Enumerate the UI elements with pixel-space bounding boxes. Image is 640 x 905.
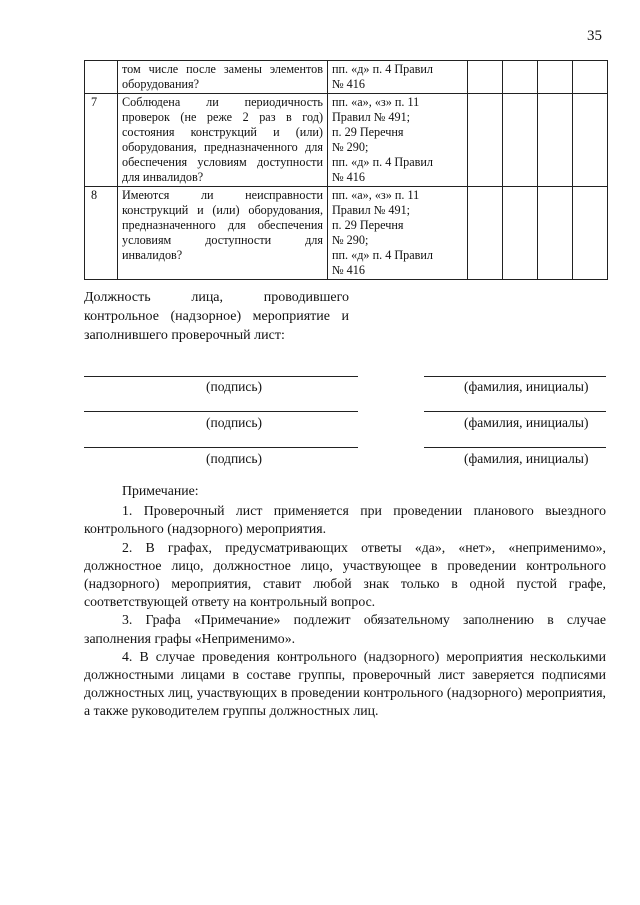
row-question: Соблюдена ли периодичность проверок (не реже 2 раз в год) состояния конструкций и (или) оборудования, предназначенного для обеспечения условиям доступности для инвалидов? [118,94,328,187]
note-item: 3. Графа «Примечание» подлежит обязательному заполнению в случае заполнения графы «Неприменимо». [84,612,606,646]
ref-line: Правил № 491; [332,203,411,217]
notes-section [84,482,606,721]
note-item: 2. В графах, предусматривающих ответы «да», «нет», «неприменимо», должностное лицо, должностное лицо, участвующее в проведении контрольного (надзорного) мероприятия, ставит любой знак только в одной пустой графе, соответствующей ответу на контрольный вопрос. [84,539,606,610]
checklist-table [84,60,608,280]
signature-line[interactable] [84,376,358,377]
note-item: 1. Проверочный лист применяется при проведении планового выездного контрольного (надзорного) мероприятия. [84,503,606,537]
answer-no-cell[interactable] [503,94,538,187]
ref-line: № 416 [332,263,365,277]
note-item: 4. В случае проведения контрольного (надзорного) мероприятия несколькими должностными лицами в составе группы, проверочный лист заверяется подписями должностных лиц, участвующих в проведении контрольного (надзорного) мероприятия, а также руководителем группы должностных лиц. [84,648,606,719]
page-number: 35 [587,28,602,44]
ref-line: Правил № 491; [332,110,411,124]
answer-yes-cell[interactable] [468,61,503,94]
row-references [328,61,468,94]
signature-line[interactable] [84,411,358,412]
signature-caption: (подпись) [206,451,263,466]
ref-line: п. 29 Перечня [332,125,404,139]
signature-caption: (подпись) [206,379,263,394]
name-line[interactable] [424,411,606,412]
name-line[interactable] [424,447,606,448]
ref-line: пп. «а», «з» п. 11 [332,95,420,109]
ref-line: № 416 [332,170,365,184]
answer-yes-cell[interactable] [468,94,503,187]
signature-caption: (подпись) [206,415,263,430]
ref-line: № 290; [332,233,369,247]
ref-line: пп. «д» п. 4 Правил [332,62,433,76]
table-row [85,94,608,187]
notes-heading: Примечание: [122,483,199,498]
ref-line: пп. «д» п. 4 Правил [332,248,433,262]
name-caption: (фамилия, инициалы) [464,451,589,466]
row-question: том числе после замены элементов оборудования? [118,61,328,94]
row-question: Имеются ли неисправности конструкций и (или) оборудования, предназначенного для обеспечения условиям доступности для инвалидов? [118,187,328,280]
row-references [328,187,468,280]
table-row [85,187,608,280]
name-caption: (фамилия, инициалы) [464,415,589,430]
answer-na-cell[interactable] [538,94,573,187]
signature-line[interactable] [84,447,358,448]
ref-line: № 290; [332,140,369,154]
ref-line: п. 29 Перечня [332,218,404,232]
row-number [85,61,118,94]
ref-line: пп. «д» п. 4 Правил [332,155,433,169]
answer-no-cell[interactable] [503,61,538,94]
note-cell[interactable] [573,187,608,280]
answer-na-cell[interactable] [538,61,573,94]
table-row [85,61,608,94]
ref-line: № 416 [332,77,365,91]
inspector-position-label: Должность лица, проводившего контрольное (надзорное) мероприятие и заполнившего проверочный лист: [84,290,349,343]
row-number: 7 [85,94,118,187]
ref-line: пп. «а», «з» п. 11 [332,188,420,202]
answer-na-cell[interactable] [538,187,573,280]
note-cell[interactable] [573,61,608,94]
row-number: 8 [85,187,118,280]
answer-no-cell[interactable] [503,187,538,280]
row-references [328,94,468,187]
answer-yes-cell[interactable] [468,187,503,280]
name-caption: (фамилия, инициалы) [464,379,589,394]
name-line[interactable] [424,376,606,377]
note-cell[interactable] [573,94,608,187]
